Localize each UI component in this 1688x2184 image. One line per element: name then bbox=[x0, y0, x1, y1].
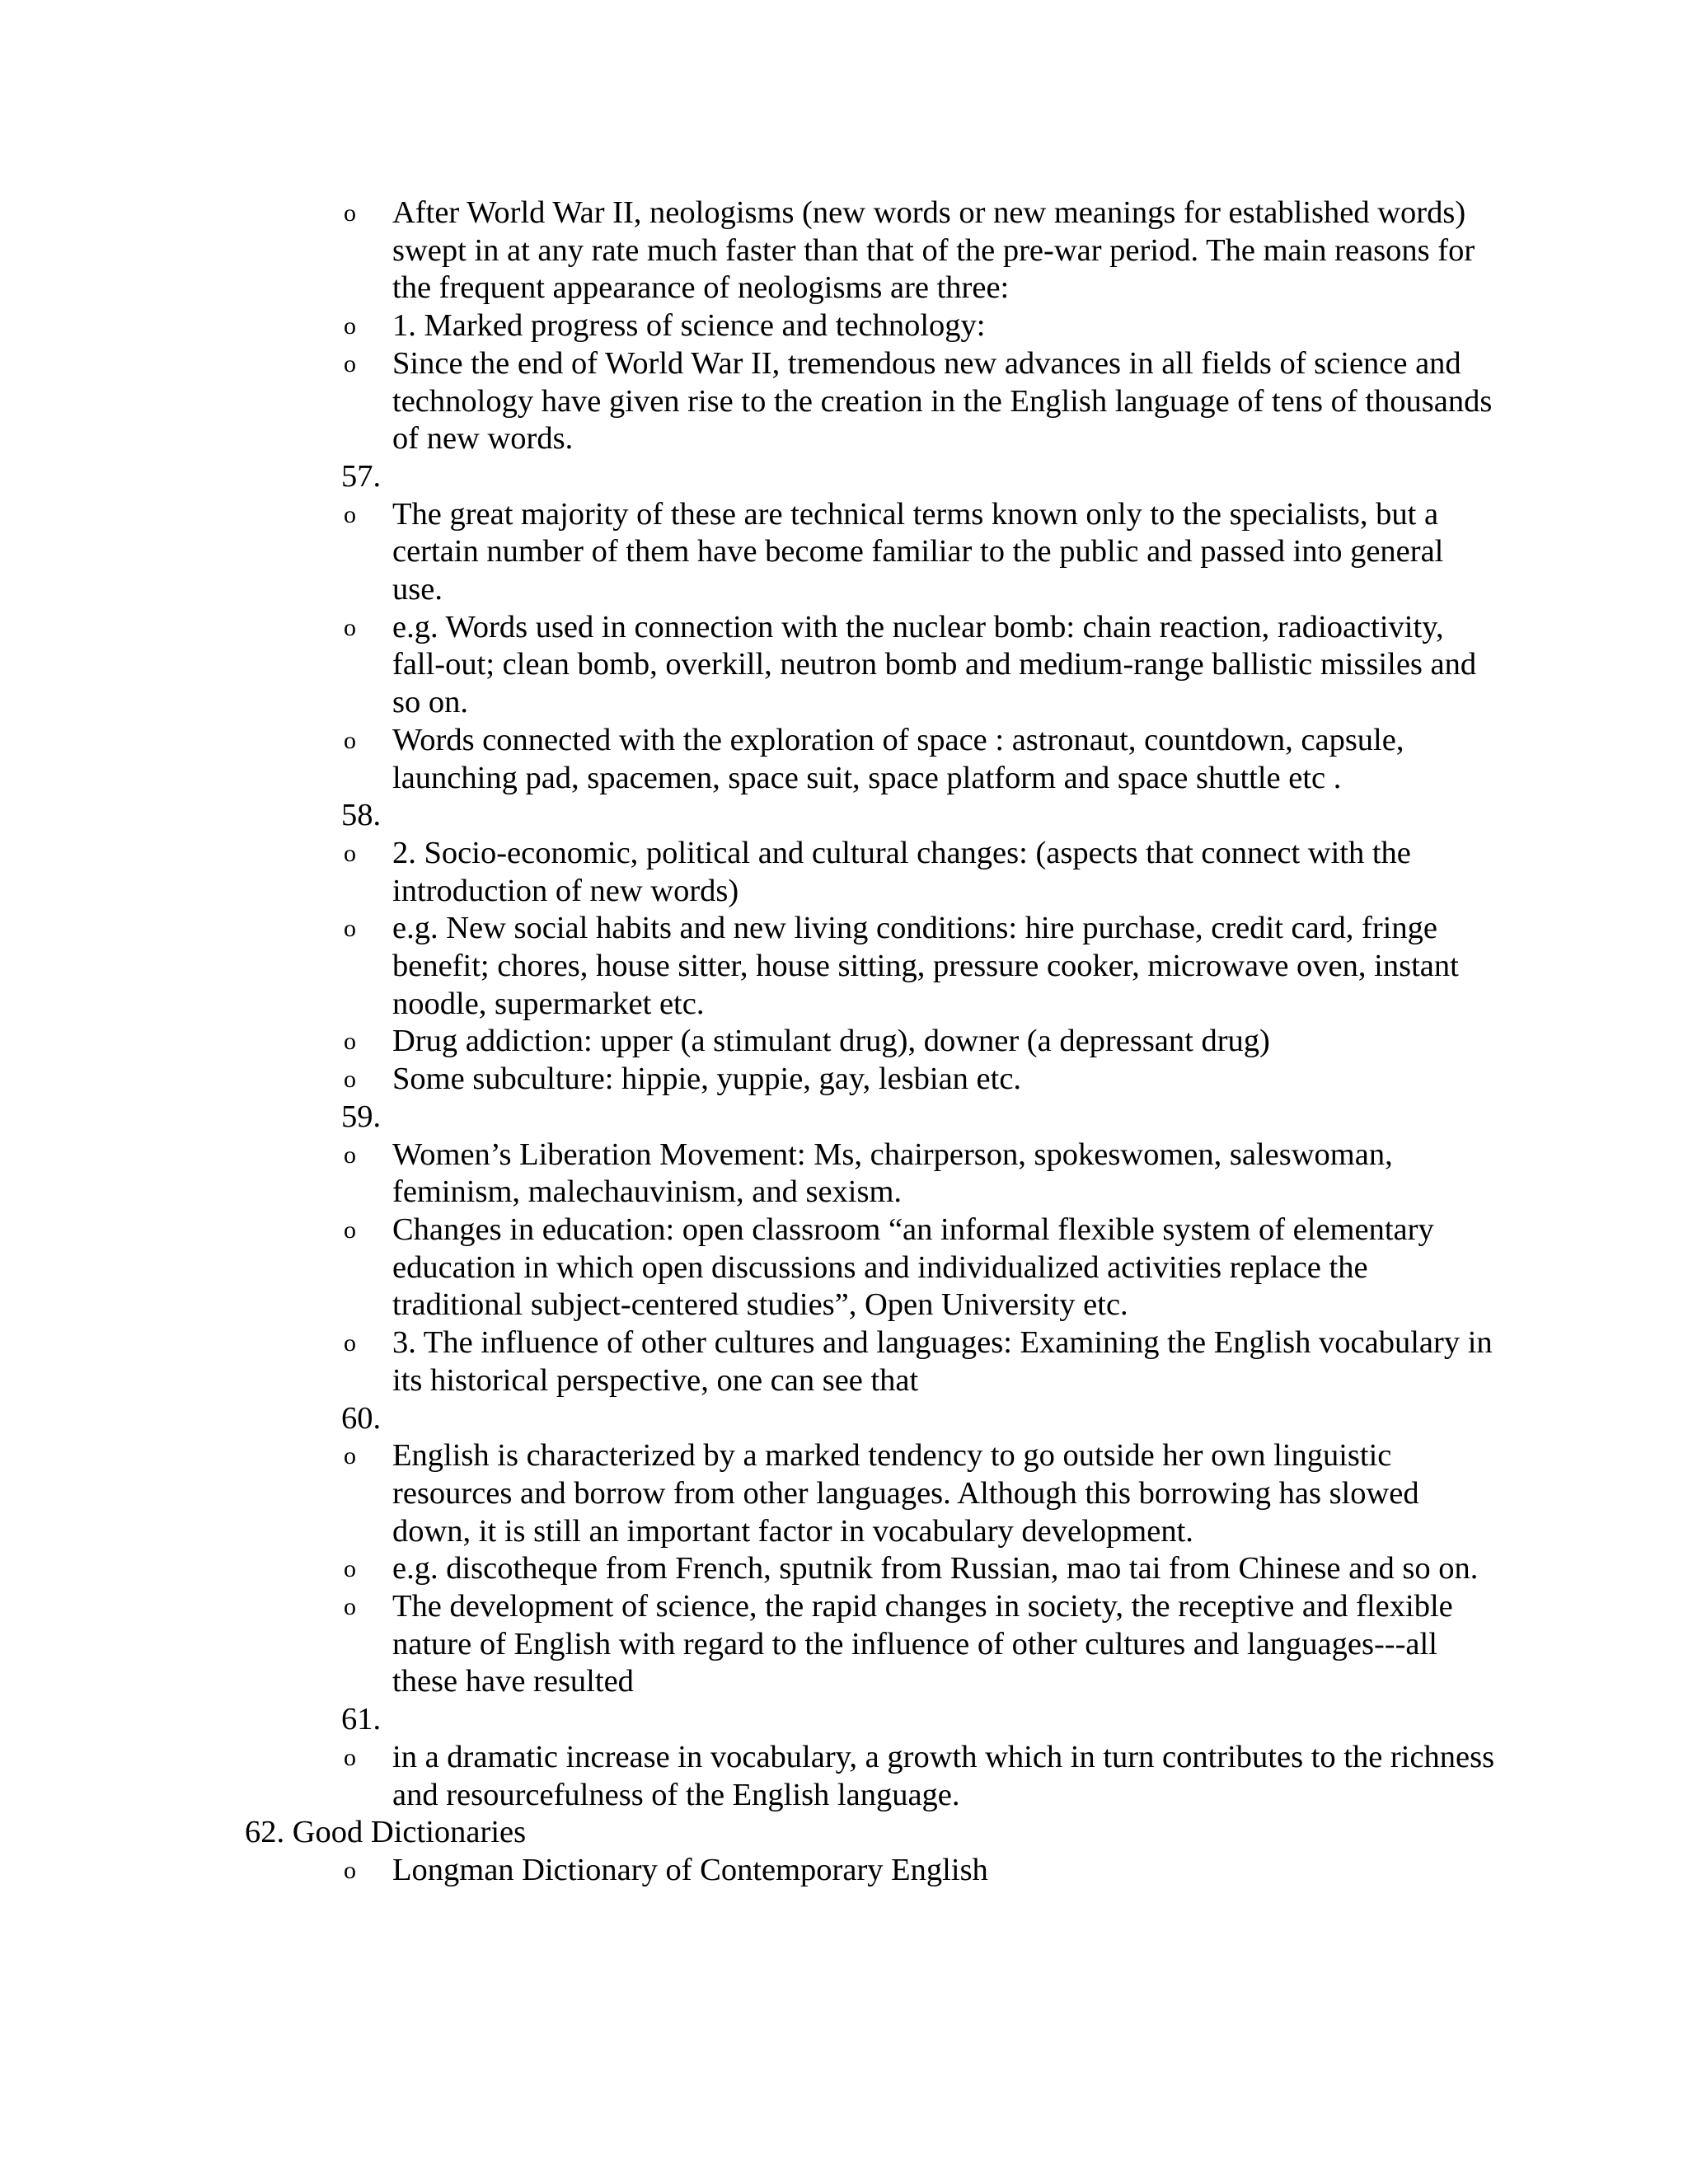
list-item-text: Drug addiction: upper (a stimulant drug), downer (a depressant drug) bbox=[392, 1024, 1270, 1059]
list-item bbox=[344, 345, 1497, 458]
list-item-text: Longman Dictionary of Contemporary English bbox=[392, 1852, 988, 1887]
list-item-text: 3. The influence of other cultures and languages: Examining the English vocabulary in its historical perspective, one can see that bbox=[392, 1325, 1493, 1398]
bullet-icon: o bbox=[344, 839, 356, 867]
list-item bbox=[344, 1212, 1497, 1324]
list-item bbox=[344, 609, 1497, 722]
list-item-text: e.g. Words used in connection with the nuclear bomb: chain reaction, radioactivity, fall-out; clean bomb, overkill, neutron bomb and medium-range ballistic missiles and so on. bbox=[392, 609, 1477, 720]
bullet-icon: o bbox=[344, 726, 356, 754]
bullet-icon: o bbox=[344, 1141, 356, 1169]
bullet-icon: o bbox=[344, 199, 356, 227]
slide-number: 59. bbox=[341, 1099, 382, 1134]
list-item bbox=[344, 194, 1497, 307]
list-item bbox=[344, 1061, 1497, 1099]
list-item bbox=[344, 1324, 1497, 1399]
list-item bbox=[344, 1588, 1497, 1701]
list-item bbox=[344, 722, 1497, 797]
list-item bbox=[344, 1437, 1497, 1550]
bullet-icon: o bbox=[344, 349, 356, 377]
list-item-text: e.g. discotheque from French, sputnik from Russian, mao tai from Chinese and so on. bbox=[392, 1551, 1479, 1586]
list-item bbox=[344, 1550, 1497, 1588]
list-item bbox=[344, 1137, 1497, 1212]
bullet-icon: o bbox=[344, 312, 356, 340]
list-item-text: Since the end of World War II, tremendous new advances in all fields of science and technology have given rise to the creation in the English language of tens of thousands of new words. bbox=[392, 345, 1493, 457]
list-item bbox=[344, 1023, 1497, 1061]
slide-number: 58. bbox=[341, 798, 382, 833]
bullet-icon: o bbox=[344, 1593, 356, 1621]
list-item bbox=[344, 307, 1497, 345]
bullet-icon: o bbox=[344, 1743, 356, 1771]
list-item-text: 2. Socio-economic, political and cultural changes: (aspects that connect with the introduction of new words) bbox=[392, 835, 1411, 908]
bullet-icon: o bbox=[344, 1028, 356, 1056]
list-item-text: Changes in education: open classroom “an informal flexible system of elementary education in which open discussions and individualized activities replace the traditional subject-centered studies”, Open University etc. bbox=[392, 1212, 1434, 1323]
list-item bbox=[344, 910, 1497, 1023]
list-item bbox=[344, 496, 1497, 609]
list-item bbox=[344, 1852, 1497, 1890]
bullet-icon: o bbox=[344, 613, 356, 641]
bullet-icon: o bbox=[344, 1555, 356, 1583]
list-item bbox=[344, 835, 1497, 910]
bullet-icon: o bbox=[344, 915, 356, 943]
bullet-icon: o bbox=[344, 1066, 356, 1094]
list-item-text: The development of science, the rapid changes in society, the receptive and flexible nature of English with regard to the influence of other cultures and languages---all these have resulted bbox=[392, 1589, 1453, 1699]
section-heading: 62. Good Dictionaries bbox=[245, 1815, 527, 1850]
bullet-icon: o bbox=[344, 1856, 356, 1884]
bullet-icon: o bbox=[344, 1329, 356, 1357]
list-item-text: The great majority of these are technical terms known only to the specialists, but a certain number of them have become familiar to the public and passed into general use. bbox=[392, 496, 1444, 607]
bullet-icon: o bbox=[344, 500, 356, 528]
list-item-text: Women’s Liberation Movement: Ms, chairperson, spokeswomen, saleswoman, feminism, malechauvinism, and sexism. bbox=[392, 1137, 1393, 1210]
list-item-text: Words connected with the exploration of space : astronaut, countdown, capsule, launching pad, spacemen, space suit, space platform and space shuttle etc . bbox=[392, 722, 1404, 795]
list-item-text: Some subculture: hippie, yuppie, gay, lesbian etc. bbox=[392, 1062, 1022, 1097]
slide-number: 60. bbox=[341, 1400, 382, 1436]
list-item-text: e.g. New social habits and new living conditions: hire purchase, credit card, fringe benefit; chores, house sitter, house sitting, pressure cooker, microwave oven, instant noodle, supermarket etc. bbox=[392, 911, 1459, 1021]
slide-number: 61. bbox=[341, 1702, 382, 1737]
list-item-text: in a dramatic increase in vocabulary, a growth which in turn contributes to the richness and resourcefulness of the English language. bbox=[392, 1739, 1495, 1812]
list-item-text: 1. Marked progress of science and technology: bbox=[392, 308, 986, 344]
list-item-text: After World War II, neologisms (new words or new meanings for established words) swept in at any rate much faster than that of the pre-war period. The main reasons for the frequent appearance of neologisms are three: bbox=[392, 195, 1475, 306]
slide-number: 57. bbox=[341, 458, 382, 494]
bullet-icon: o bbox=[344, 1216, 356, 1244]
bullet-icon: o bbox=[344, 1442, 356, 1470]
list-item bbox=[344, 1739, 1497, 1814]
list-item-text: English is characterized by a marked tendency to go outside her own linguistic resources and borrow from other languages. Although this borrowing has slowed down, it is still an important factor in vocabulary development. bbox=[392, 1438, 1419, 1549]
document-body bbox=[0, 194, 1688, 1890]
